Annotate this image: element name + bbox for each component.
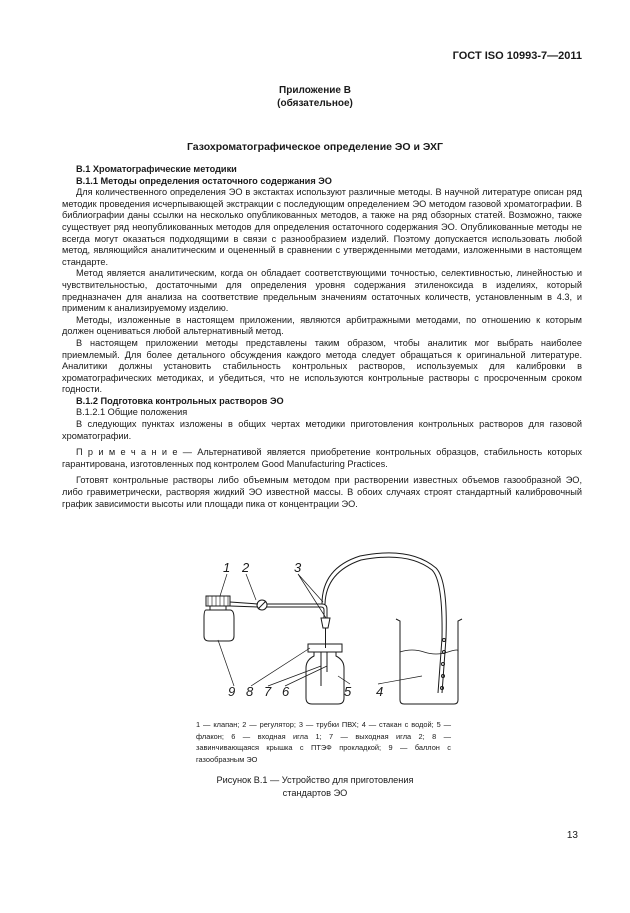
beaker [396, 619, 462, 704]
figure-label-6: 6 [282, 684, 290, 699]
paragraph-4: В настоящем приложении методы представлены таким образом, чтобы аналитик мог выбрать наиболее приемлемый. Для более детального обсуждения каждого метода следует обращаться к оригинальной литературе. Аналитики должны установить стабильность контрольных растворов, используемых для калибровки в хроматографических методиках, и убедиться, что не используются контрольные растворы с просроченным сроком годности. [62, 337, 582, 395]
page-number: 13 [566, 830, 578, 841]
apparatus-figure [190, 548, 470, 713]
cylinder-valve [206, 596, 230, 606]
pvc-tube [322, 553, 446, 693]
figure-caption [0, 774, 630, 800]
section-b1-heading: В.1 Хроматографические методики [76, 164, 237, 174]
figure-caption-line-1: Рисунок В.1 — Устройство для приготовления [216, 775, 414, 785]
section-b12-heading: В.1.2 Подготовка контрольных растворов ЭО [76, 395, 284, 406]
figure-label-8: 8 [246, 684, 254, 699]
paragraph-5: В следующих пунктах изложены в общих чертах методики приготовления контрольных растворов для газовой хроматографии. [62, 419, 582, 441]
figure-caption-line-2: стандартов ЭО [282, 788, 348, 798]
figure-label-3: 3 [294, 560, 302, 575]
section-b11-heading: В.1.1 Методы определения остаточного содержания ЭО [76, 175, 332, 186]
figure-label-5: 5 [344, 684, 352, 699]
section-b121-heading: В.1.2.1 Общие положения [76, 407, 188, 418]
figure-label-1: 1 [223, 560, 231, 575]
gas-cylinder [204, 610, 234, 641]
standard-header: ГОСТ ISO 10993-7—2011 [452, 50, 582, 62]
figure-label-7: 7 [264, 684, 272, 699]
paragraph-2: Метод является аналитическим, когда он обладает соответствующими точностью, селективностью, линейностью и чувствительностью, достаточными для определения уровня содержания этиленоксида в изделиях, который предназначен для анализа на соответствие предельным значениям остаточных количеств, установленным в 4.3, и применим к анализируемому изделию. [62, 268, 582, 314]
figure-label-2: 2 [242, 560, 250, 575]
annex-status: (обязательное) [277, 98, 353, 109]
paragraph-6: Готовят контрольные растворы либо объемным методом при растворении известных объемов газообразной ЭО, либо гравиметрически, растворяя жидкий ЭО известной массы. В обоих случаях строят стандартный калибровочный график зависимости высоты или площади пика от концентрации ЭО. [62, 475, 582, 509]
vial [306, 652, 344, 704]
main-title: Газохроматографическое определение ЭО и ЭХГ [186, 141, 444, 153]
figure-label-4: 4 [376, 684, 384, 699]
annex-heading [0, 84, 630, 110]
body-text [62, 164, 582, 510]
paragraph-1: Для количественного определения ЭО в экстактах используют различные методы. В научной литературе описан ряд методик проведения исчерпывающей экстракции с последующим определением ЭО методом газовой хроматографии. В библиографии даны ссылки на несколько опубликованных методов, а также на ряд обзорных статей. Возможно, также существует ряд неопубликованных методов для определения остаточного содержания ЭО. Опубликованные методы не всегда могут оказаться подходящими в связи с разнообразием изделий. Поэтому допускается использовать любой метод, являющийся аналитическим и оцененный в сравнении с утвержденными методами, изложенными в настоящем стандарте. [62, 187, 582, 267]
paragraph-3: Методы, изложенные в настоящем приложении, являются арбитражными методами, по отношению к которым должен оцениваться любой альтернативный метод. [62, 314, 582, 337]
figure-legend: 1 — клапан; 2 — регулятор; 3 — трубки ПВХ; 4 — стакан с водой; 5 — флакон; 6 — входная игла 1; 7 — выходная игла 2; 8 — завинчивающаяся крышка с ПТЭФ прокладкой; 9 — баллон с газообразным ЭО [196, 720, 451, 764]
note-paragraph: П р и м е ч а н и е — Альтернативой является приобретение контрольных образцов, стабильность которых гарантирована, изготовленных под контролем Good Manufacturing Practices. [62, 447, 582, 469]
figure-label-9: 9 [228, 684, 236, 699]
annex-title: Приложение В [279, 85, 351, 96]
